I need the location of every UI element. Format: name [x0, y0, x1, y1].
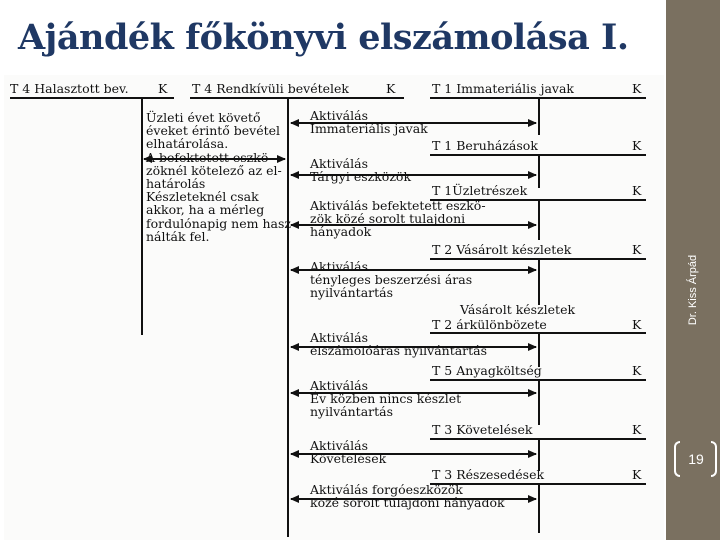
entry-befektetett [310, 199, 486, 239]
left-text-line: A befektetett eszkö- [146, 149, 273, 165]
t2-vasarolt-credit: K [632, 242, 642, 257]
entry-line: Aktiválás [310, 156, 369, 171]
t4-rendkivuli-title: T 4 Rendkívüli bevételek [192, 81, 350, 96]
slide-title: Ajándék főkönyvi elszámolása I. [18, 17, 629, 58]
left-text-line: elhatárolása. [146, 136, 229, 152]
entry-line: zök közé sorolt tulajdoni [310, 211, 466, 227]
entry-elszamoloaras [310, 331, 487, 357]
t1-uzletreszek-credit: K [632, 183, 642, 198]
t1-uzletreszek-title: T 1Üzletrészek [432, 183, 528, 198]
entry-kovetelesek [310, 439, 386, 465]
left-text-line: zöknél kötelező az el- [146, 162, 282, 178]
left-text-line: határolás [146, 176, 206, 192]
entry-immaterialis [310, 109, 428, 135]
entry-line: Immateriális javak [310, 121, 428, 137]
left-text-line: éveket érintő bevétel [146, 123, 281, 139]
left-text-line: akkor, ha a mérleg [146, 202, 265, 218]
t3-reszesedesek-credit: K [632, 467, 642, 482]
t3-reszesedesek-title: T 3 Részesedések [432, 467, 545, 482]
t1-immaterialis-credit: K [632, 81, 642, 96]
t2-arkulonbozet-credit: K [632, 317, 642, 332]
left-text-line: nálták fel. [146, 228, 210, 244]
author-label: Dr. Kiss Árpád [687, 254, 699, 326]
left-explanation [146, 111, 295, 243]
entry-line: tényleges beszerzési áras [310, 272, 473, 288]
entry-line: Aktiválás [310, 378, 369, 393]
t2-vasarolt-title: T 2 Vásárolt készletek [432, 242, 572, 257]
page-number: 19 [688, 451, 704, 467]
left-text-line: fordulónapig nem hasz- [146, 215, 296, 231]
entry-line: elszámolóáras nyilvántartás [310, 343, 488, 359]
entry-line: nyilvántartás [310, 404, 394, 420]
entry-tenyleges [310, 260, 472, 300]
t4-halasztott-title: T 4 Halasztott bev. [10, 81, 129, 96]
t1-beruhazasok-title: T 1 Beruházások [432, 138, 538, 153]
t3-kovetelesek-title: T 3 Követelések [432, 422, 533, 437]
entry-line: közé sorolt tulajdoni hányadok [310, 495, 505, 511]
t1-immaterialis-title: T 1 Immateriális javak [432, 81, 574, 96]
entry-line: Aktiválás [310, 330, 369, 345]
entry-ev-kozben [310, 379, 461, 419]
entry-line: Aktiválás forgóeszközök [310, 482, 463, 497]
entry-line: hányadok [310, 224, 372, 240]
entry-line: nyilvántartás [310, 285, 394, 301]
t2-arkulonbozet-title-line1: Vásárolt készletek [460, 302, 576, 317]
entry-line: Követelések [310, 451, 387, 467]
t3-kovetelesek-credit: K [632, 422, 642, 437]
entry-line: Aktiválás [310, 438, 369, 453]
entry-line: Év közben nincs készlet [310, 391, 462, 407]
entry-forgoeszkozok [310, 483, 505, 509]
entry-line: Aktiválás [310, 108, 369, 123]
t4-rendkivuli-credit: K [386, 81, 396, 96]
entry-targyi [310, 157, 411, 183]
left-text-line: Üzleti évet követő [146, 110, 261, 125]
entry-line: Aktiválás [310, 259, 369, 274]
t5-anyagkoltseg-credit: K [632, 363, 642, 378]
t4-halasztott-credit: K [158, 81, 168, 96]
t-account-diagram [4, 75, 664, 540]
entry-line: Aktiválás befektetett eszkö- [310, 198, 486, 213]
t2-arkulonbozet-title-line2: T 2 árkülönbözete [432, 317, 547, 332]
t1-beruhazasok-credit: K [632, 138, 642, 153]
t5-anyagkoltseg-title: T 5 Anyagköltség [432, 363, 542, 378]
entry-line: Tárgyi eszközök [310, 169, 412, 185]
left-text-line: Készleteknél csak [146, 189, 259, 205]
